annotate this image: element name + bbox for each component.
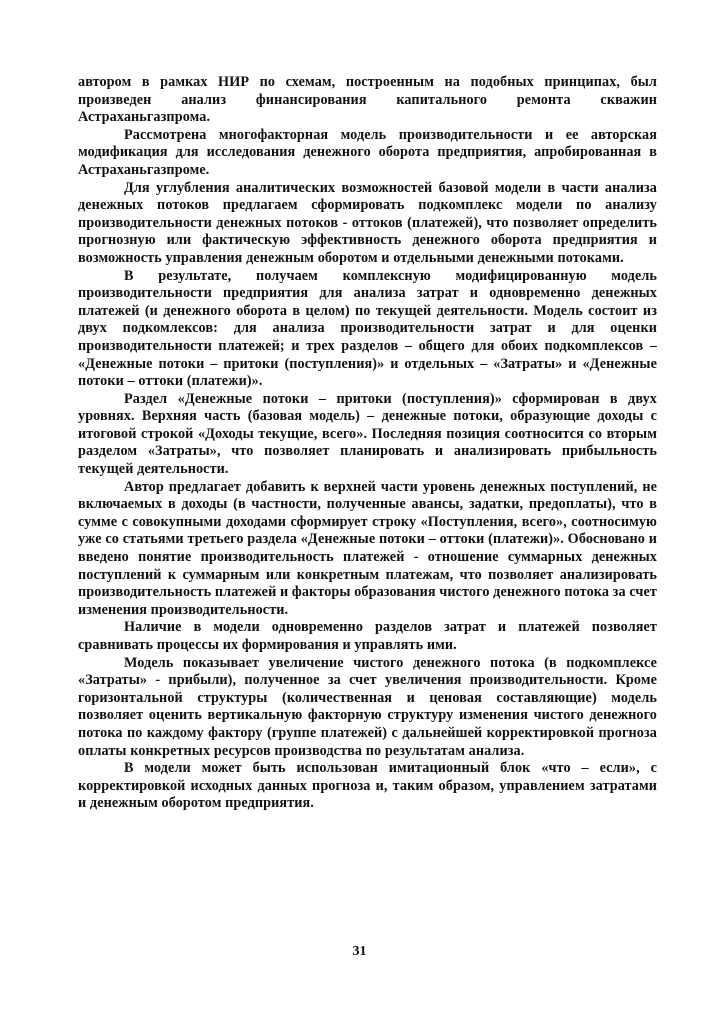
paragraph-net-cash-flow: Модель показывает увеличение чистого денежного потока (в подкомплексе «Затраты» - прибыли), полученное за счет увеличения производительности. Кроме горизонтальной структуры (количественная и ценовая составляющие) модель позволяет оценить вертикальную факторную структуру изменения чистого денежного потока по каждому фактору (группе платежей) с дальнейшей корректировкой прогноза оплаты конкретных ресурсов производства по результатам анализа. <box>78 654 657 759</box>
paragraph-subcomplex-proposal: Для углубления аналитических возможностей базовой модели в части анализа денежных потоков предлагаем сформировать подкомплекс модели по анализу производительности денежных потоков - оттоков (платежей), что позволяет определить прогнозную или фактическую эффективность денежного оборота предприятия и возможность управления денежным оборотом и отдельными денежными потоками. <box>78 179 657 266</box>
paragraph-comparison: Наличие в модели одновременно разделов затрат и платежей позволяет сравнивать процессы их формирования и управлять ими. <box>78 619 657 653</box>
paragraph-model-overview: Рассмотрена многофакторная модель производительности и ее авторская модификация для исследования денежного оборота предприятия, апробированная в Астраханьгазпроме. <box>78 126 657 178</box>
paragraph-complex-model: В результате, получаем комплексную модифицированную модель производительности предприятия для анализа затрат и одновременно денежных платежей (и денежного оборота в целом) по текущей деятельности. Модель состоит из двух подкомлексов: для анализа производительности затрат и для оценки производительности платежей; и трех разделов – общего для обоих подкомплексов – «Денежные потоки – притоки (поступления)» и отдельных – «Затраты» и «Денежные потоки – оттоки (платежи)». <box>78 267 657 390</box>
paragraph-what-if-block: В модели может быть использован имитационный блок «что – если», с корректировкой исходных данных прогноза и, таким образом, управлением затратами и денежным оборотом предприятия. <box>78 760 657 812</box>
paragraph-continuation: автором в рамках НИР по схемам, построенным на подобных принципах, был произведен анализ финансирования капитального ремонта скважин Астраханьгазпрома. <box>78 74 657 126</box>
paragraph-inflows-section: Раздел «Денежные потоки – притоки (поступления)» сформирован в двух уровнях. Верхняя часть (базовая модель) – денежные потоки, образующие доходы с итоговой строкой «Доходы текущие, всего». Последняя позиция соотносится со вторым разделом «Затраты», что позволяет планировать и анализировать прибыльность текущей деятельности. <box>78 390 657 478</box>
page-number: 31 <box>352 944 367 959</box>
paragraph-author-proposal: Автор предлагает добавить к верхней части уровень денежных поступлений, не включаемых в доходы (в частности, полученные авансы, задатки, предоплаты), что в сумме с совокупными доходами сформирует строку «Поступления, всего», соотносимую уже со статьями третьего раздела «Денежные потоки – оттоки (платежи)». Обосновано и введено понятие производительность платежей - отношение суммарных денежных поступлений к суммарным или конкретным платежам, что позволяет анализировать производительность платежей и факторы образования чистого денежного потока за счет изменения производительности. <box>78 478 657 618</box>
